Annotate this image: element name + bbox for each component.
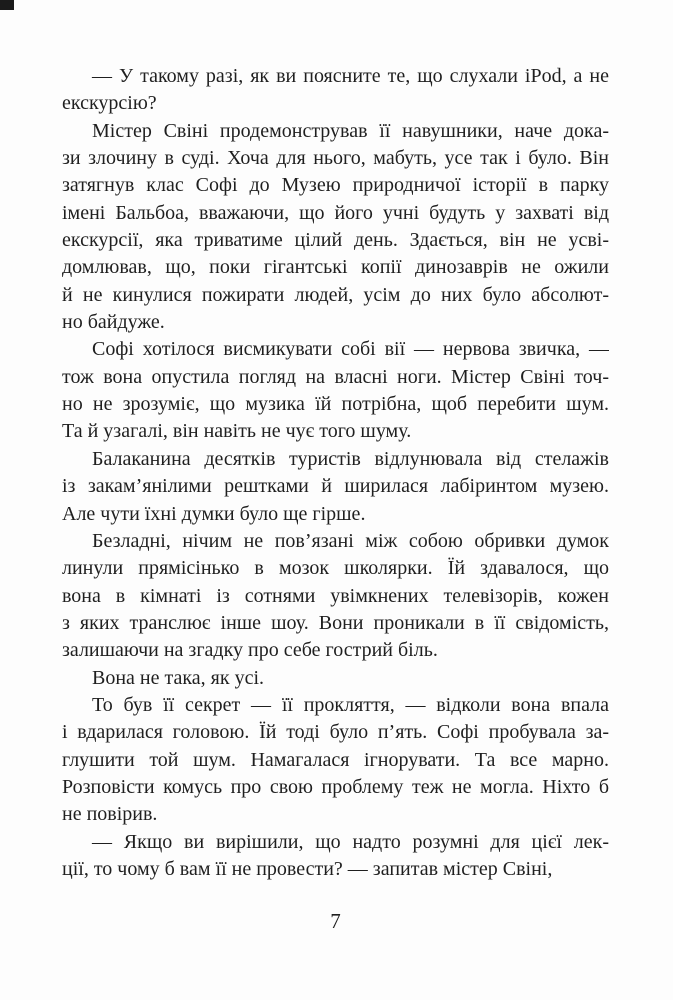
text-line: затягнув клас Софі до Музею природничої історії в парку xyxy=(62,174,609,197)
text-line: і вдарилася головою. Їй тоді було п’ять. Софі пробувала за- xyxy=(62,721,609,744)
text-line: Та й узагалі, він навіть не чує того шуму. xyxy=(62,420,412,443)
text-line: но байдуже. xyxy=(62,311,165,334)
page-number: 7 xyxy=(330,909,341,933)
text-line: вона в кімнаті із сотнями увімкнених телевізорів, кожен xyxy=(62,584,609,607)
text-line: Безладні, нічим не пов’язані між собою обривки думок xyxy=(92,529,609,552)
text-line: тож вона опустила погляд на власні ноги. Містер Свіні точ- xyxy=(62,365,609,388)
text-line: глушити той шум. Намагалася ігнорувати. Та все марно. xyxy=(62,748,609,771)
text-line: Вона не така, як усі. xyxy=(92,666,265,689)
text-line: імені Бальбоа, вважаючи, що його учні будуть у захваті від xyxy=(62,201,609,224)
text-line: й не кинулися пожирати людей, усім до них було абсолют- xyxy=(62,283,609,306)
text-line: — У такому разі, як ви поясните те, що слухали iPod, а не xyxy=(92,65,609,87)
text-line: домлював, що, поки гігантські копії динозаврів не ожили xyxy=(62,256,609,279)
text-line: з яких транслює інше шоу. Вони проникали в її свідомість, xyxy=(62,611,609,634)
text-line: линули прямісінько в мозок школярки. Їй здавалося, що xyxy=(62,557,609,580)
text-line: ції, то чому б вам її не провести? — запитав містер Свіні, xyxy=(62,857,553,880)
paragraph xyxy=(62,63,609,118)
page-text xyxy=(62,63,609,883)
text-line: залишаючи на згадку про себе гострий біль. xyxy=(62,639,438,662)
paragraph xyxy=(62,118,609,337)
text-line: екскурсію? xyxy=(62,92,157,115)
text-line: із закам’янілими рештками й ширилася лабіринтом музею. xyxy=(62,475,609,498)
paragraph xyxy=(62,446,609,528)
paragraph xyxy=(62,336,609,445)
text-line: То був її секрет — її прокляття, — відколи вона впала xyxy=(92,693,609,716)
paragraph xyxy=(62,665,609,692)
text-line: Балаканина десятків туристів відлунювала від стелажів xyxy=(92,447,609,470)
paragraph xyxy=(62,528,609,665)
text-line: зи злочину в суді. Хоча для нього, мабуть, усе так і було. Він xyxy=(62,147,609,170)
text-line: екскурсії, яка триватиме цілий день. Здається, він не усві- xyxy=(62,229,609,252)
text-line: Софі хотілося висмикувати собі вії — нервова звичка, — xyxy=(92,338,609,361)
text-line: но не зрозуміє, що музика їй потрібна, щоб перебити шум. xyxy=(62,393,609,416)
scan-corner-mark xyxy=(0,0,14,10)
paragraph xyxy=(62,692,609,829)
text-line: — Якщо ви вирішили, що надто розумні для цієї лек- xyxy=(92,830,609,853)
text-line: Розповісти комусь про свою проблему теж не могла. Ніхто б xyxy=(62,775,609,798)
text-line: Містер Свіні продемонстрував її навушники, наче дока- xyxy=(92,119,609,142)
text-line: Але чути їхні думки було ще гірше. xyxy=(62,502,366,525)
text-line: не повірив. xyxy=(62,803,158,826)
paragraph xyxy=(62,829,609,884)
